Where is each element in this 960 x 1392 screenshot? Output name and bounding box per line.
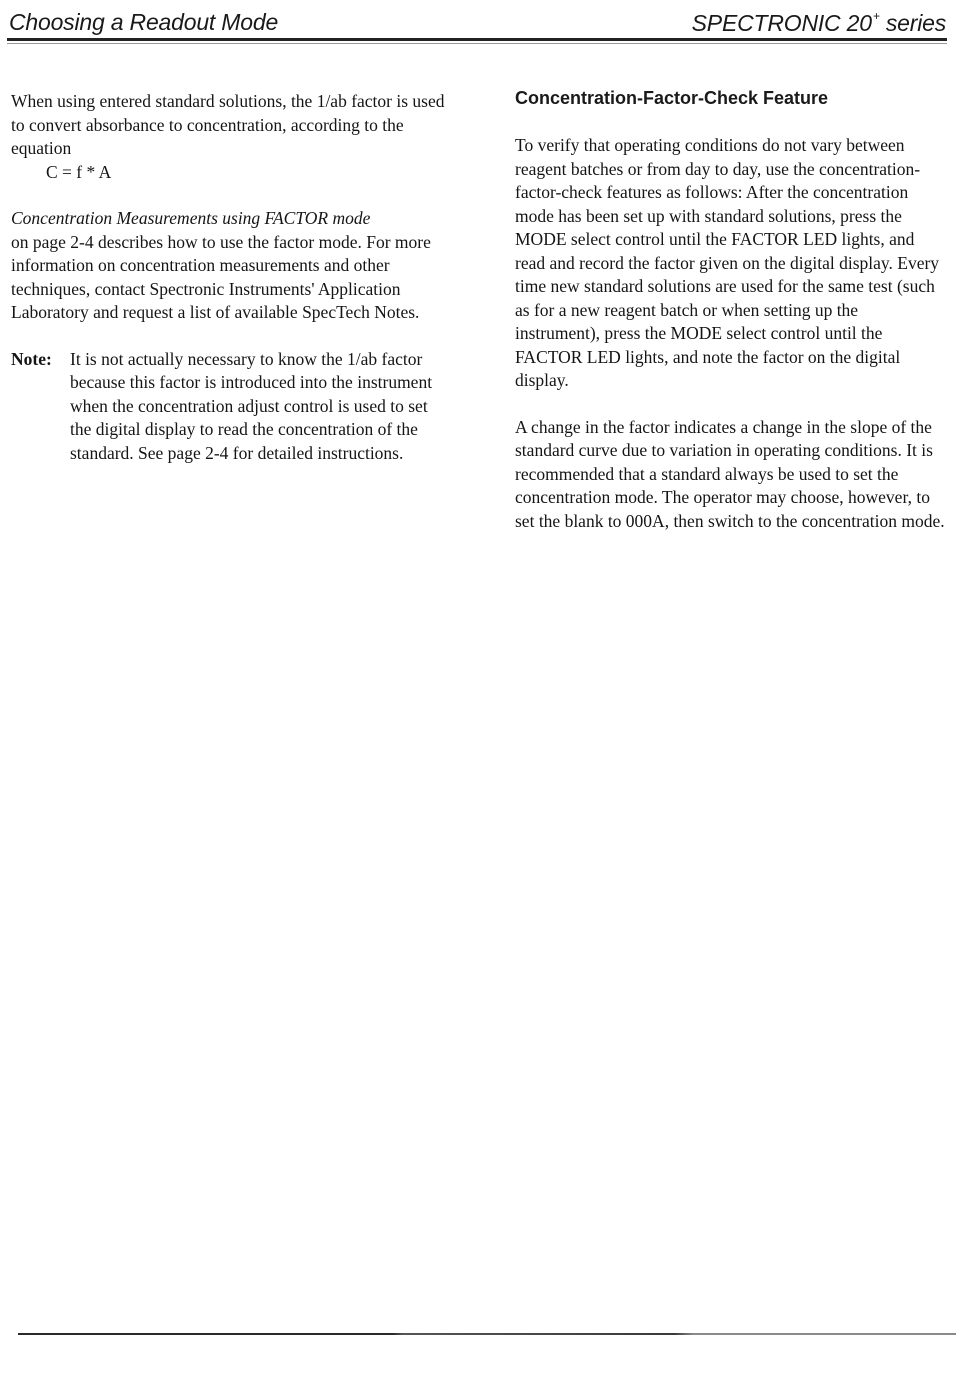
paragraph-gap xyxy=(11,184,449,207)
header-rule xyxy=(7,38,947,41)
note-label: Note: xyxy=(11,348,52,369)
reference-text: on page 2-4 describes how to use the factor mode. For more information on concentration measurements and other techniques, contact Spectronic Instruments' Application Laboratory and request a list of available SpecTech Notes. xyxy=(11,231,431,322)
note-text: It is not actually necessary to know the 1/ab factor because this factor is introduced into the instrument when the concentration adjust control is used to set the digital display to read the concentration of the standard. See page 2-4 for detailed instructions. xyxy=(70,348,433,463)
header-product-series: series xyxy=(885,10,946,36)
factor-change-paragraph: A change in the factor indicates a change in the slope of the standard curve due to variation in operating conditions. It is recommended that a standard always be used to set the concentration mode. The operator may choose, however, to set the blank to 000A, then switch to the concentration mode. xyxy=(515,416,945,531)
section-heading: Concentration-Factor-Check Feature xyxy=(515,88,829,108)
check-feature-paragraph: To verify that operating conditions do not vary between reagent batches or from day to day, use the concentration-factor-check features as follows: After the concentration mode has been set up with standard solutions, press the MODE select control until the FACTOR LED lights, and read and record the factor given on the digital display. Every time new standard solutions are used for the same test (such as for a new reagent batch or when setting up the instrument), press the MODE select control until the FACTOR LED lights, and note the factor on the digital display. xyxy=(515,135,940,390)
header-product-superscript: + xyxy=(872,9,880,23)
note-block xyxy=(11,348,449,466)
equation: C = f * A xyxy=(46,161,112,182)
reference-paragraph xyxy=(11,207,449,325)
header-product-name: SPECTRONIC 20 xyxy=(691,10,872,36)
right-column xyxy=(515,86,947,533)
paragraph-gap xyxy=(515,393,947,416)
left-column xyxy=(11,90,449,465)
header-product-title xyxy=(692,9,946,37)
paragraph-gap xyxy=(11,325,449,348)
intro-paragraph: When using entered standard solutions, the 1/ab factor is used to convert absorbance to concentration, according to the equation xyxy=(11,91,445,158)
footer-rule xyxy=(18,1333,956,1335)
reference-title: Concentration Measurements using FACTOR mode xyxy=(11,208,371,228)
header-chapter-title: Choosing a Readout Mode xyxy=(9,9,279,35)
header-rule-thin xyxy=(7,43,947,44)
page-header xyxy=(0,0,960,44)
